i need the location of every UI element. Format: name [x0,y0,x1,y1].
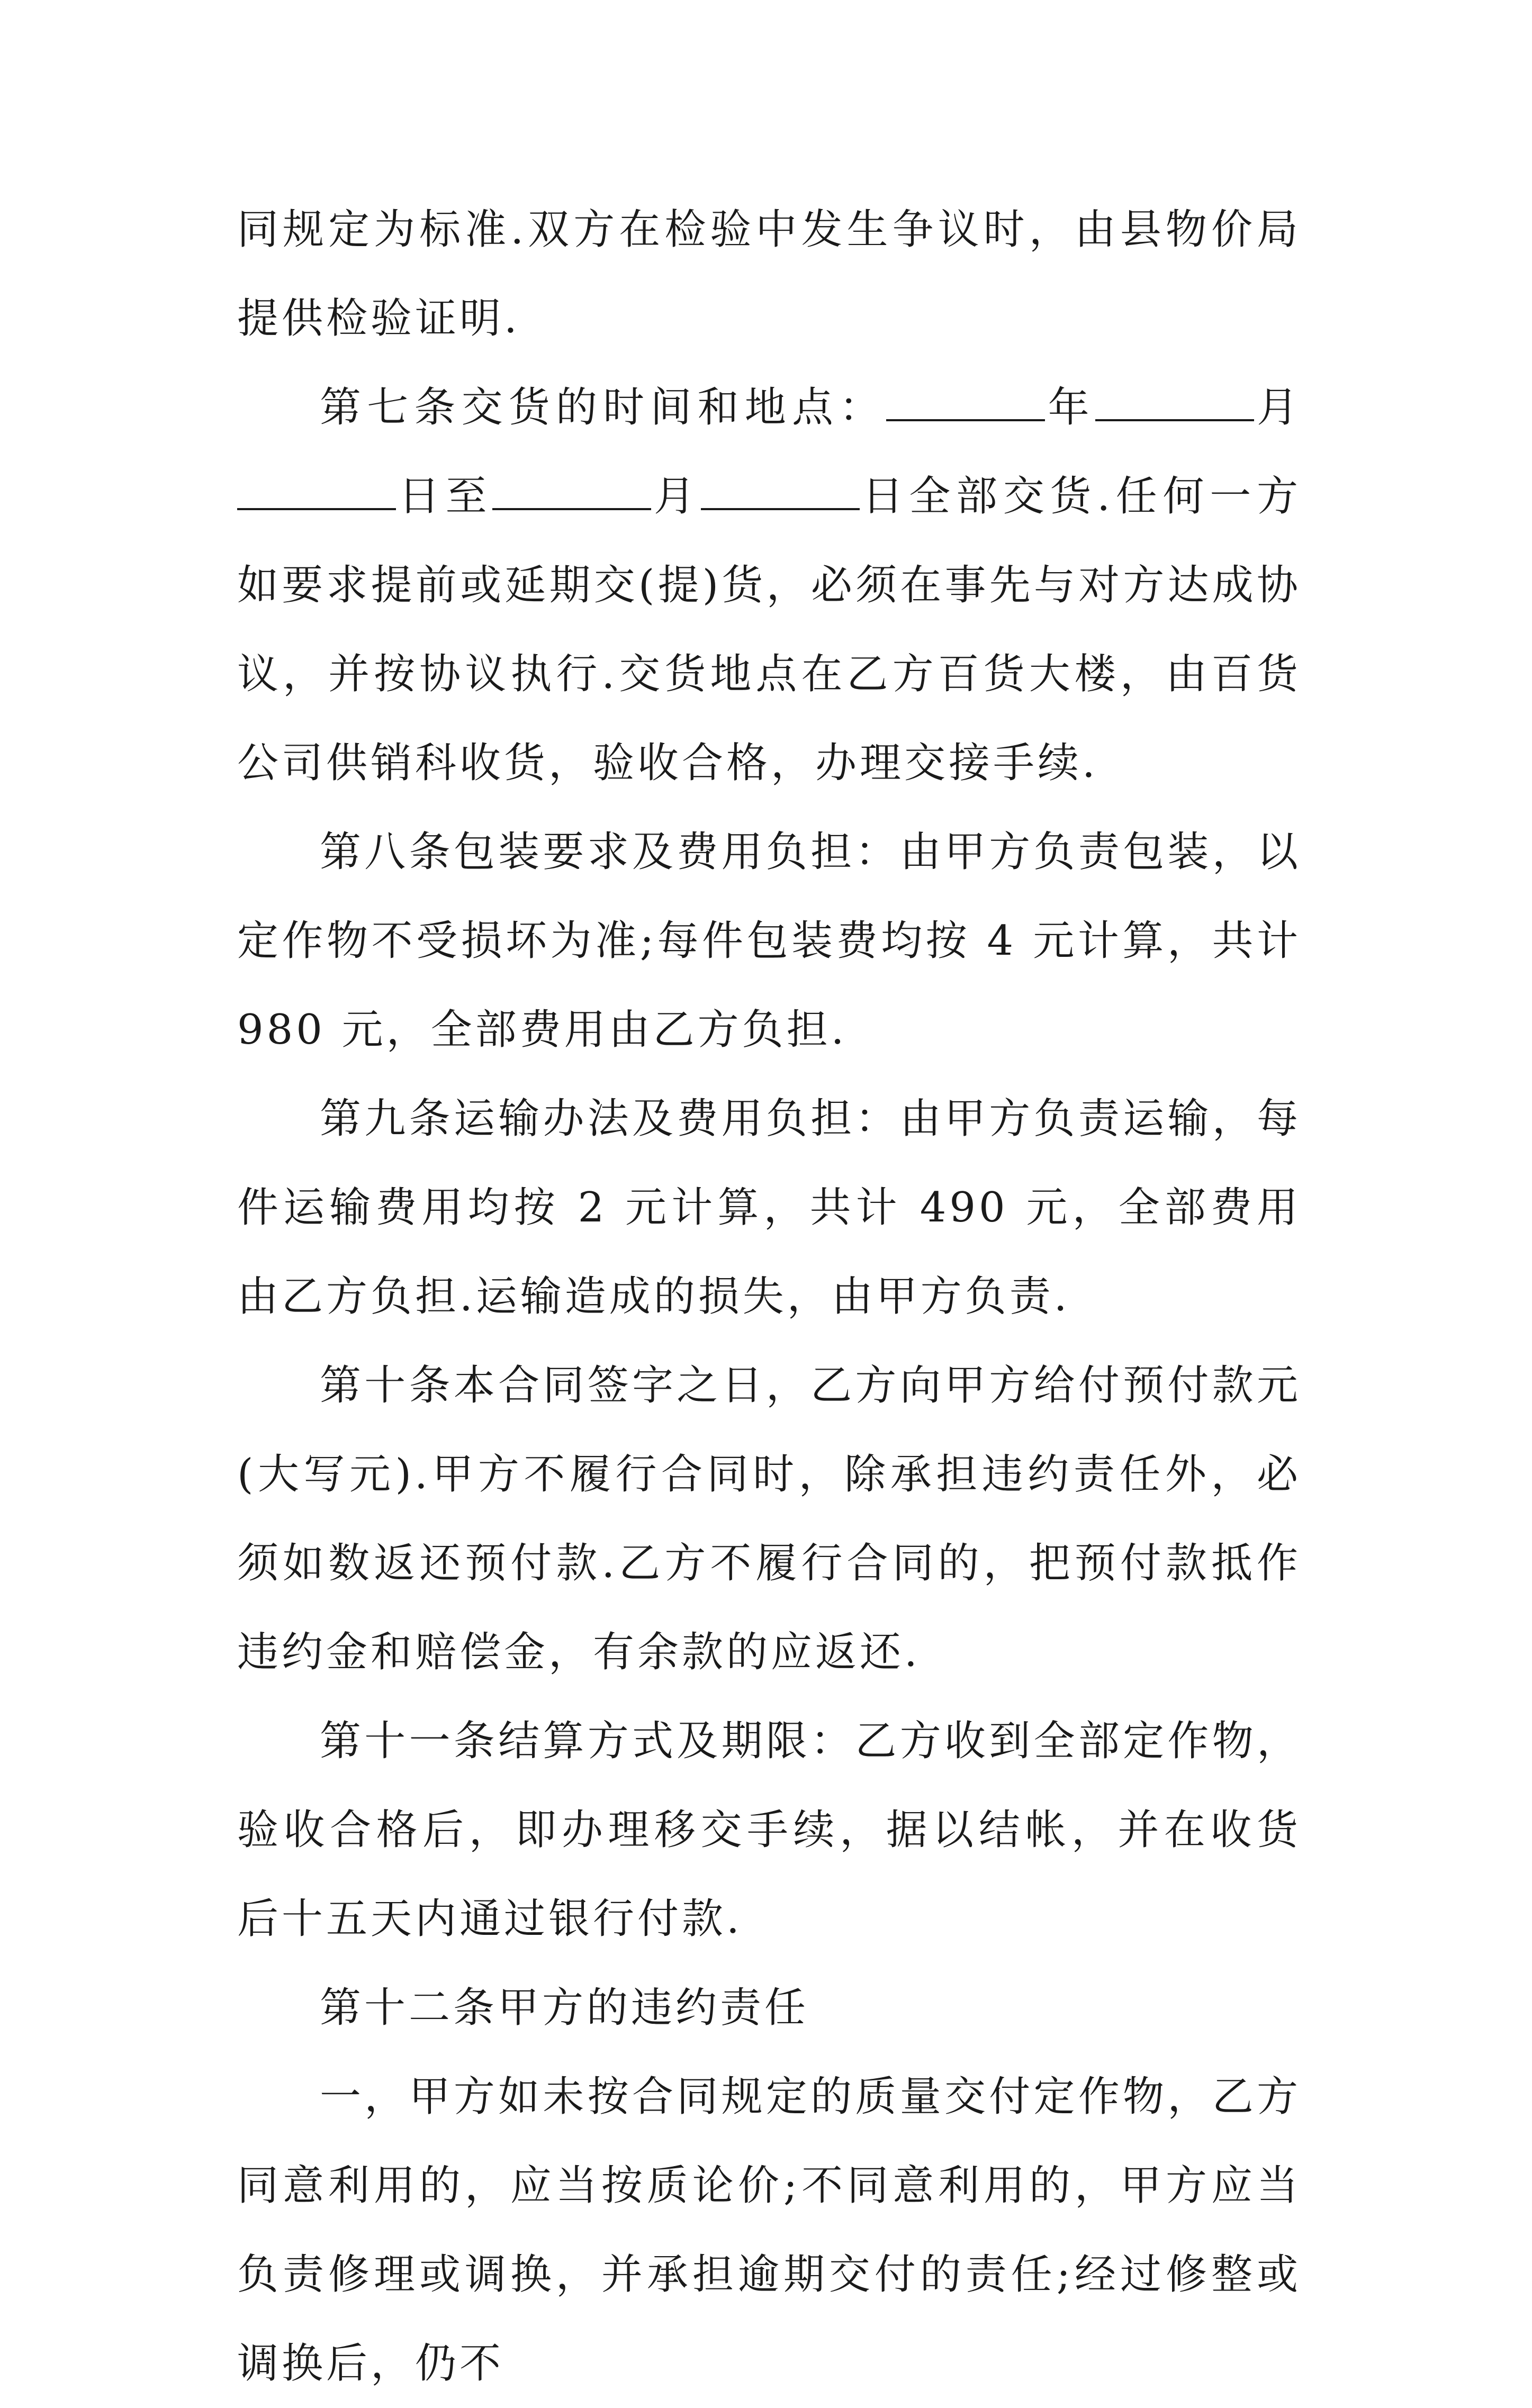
article-7-month-end: 月 [651,473,701,520]
paragraph-article-11: 第十一条结算方式及期限：乙方收到全部定作物，验收合格后，即办理移交手续，据以结帐，并在收货后十五天内通过银行付款. [237,1717,1301,1943]
article-7-month: 月 [1254,384,1301,431]
paragraph-article-12-heading: 第十二条甲方的违约责任 [320,1984,809,2032]
blank-month-start [1095,382,1254,421]
document-page [237,185,1301,2408]
paragraph-continued: 同规定为标准.双方在检验中发生争议时，由县物价局提供检验证明. [237,206,1301,342]
blank-year [886,382,1045,421]
blank-day-start [237,471,396,510]
blank-month-end [492,471,651,510]
paragraph-article-12-item-1: 一，甲方如未按合同规定的质量交付定作物，乙方同意利用的，应当按质论价;不同意利用的，甲方应当负责修理或调换，并承担逾期交付的责任;经过修整或调换后，仍不 [237,2073,1301,2387]
paragraph-article-7 [237,363,1301,808]
article-7-rest: 日全部交货.任何一方如要求提前或延期交(提)货，必须在事先与对方达成协议，并按协议执行.交货地点在乙方百货大楼，由百货公司供销科收货，验收合格，办理交接手续. [237,473,1301,787]
blank-day-end [701,471,860,510]
paragraph-article-9: 第九条运输办法及费用负担：由甲方负责运输，每件运输费用均按 2 元计算，共计 490 元，全部费用由乙方负担.运输造成的损失，由甲方负责. [237,1095,1301,1320]
paragraph-article-8: 第八条包装要求及费用负担：由甲方负责包装，以定作物不受损坏为准;每件包装费均按 4 元计算，共计 980 元，全部费用由乙方负担. [237,828,1301,1054]
article-7-lead: 第七条交货的时间和地点： [320,384,887,431]
article-7-day-to: 日至 [396,473,493,520]
article-7-year: 年 [1045,384,1095,431]
paragraph-article-10: 第十条本合同签字之日，乙方向甲方给付预付款元(大写元).甲方不履行合同时，除承担违约责任外，必须如数返还预付款.乙方不履行合同的，把预付款抵作违约金和赔偿金，有余款的应返还. [237,1362,1301,1676]
